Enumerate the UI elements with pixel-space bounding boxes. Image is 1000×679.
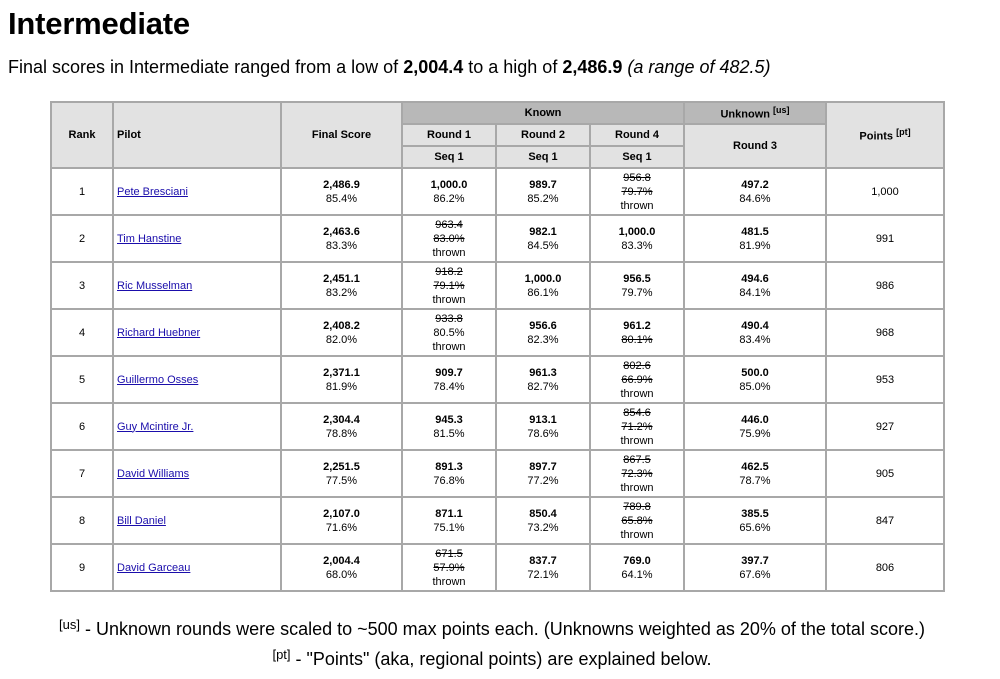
round-percent: 84.6% [739,192,771,205]
thrown-label: thrown [432,575,466,588]
final-score-value: 2,371.1 [323,366,360,379]
final-score-cell [281,168,402,215]
footnote-unknown [0,612,984,642]
final-score-percent: 82.0% [325,333,358,346]
round-score: 490.4 [741,319,769,332]
final-score-value: 2,408.2 [323,319,360,332]
final-score-cell [281,215,402,262]
round-cell-r3 [684,309,826,356]
round-percent: 67.6% [739,568,771,581]
points-cell: 1,000 [826,168,944,215]
round-percent: 81.5% [433,427,465,440]
pilot-cell [113,497,281,544]
round-percent: 84.5% [527,239,559,252]
rank-cell: 4 [51,309,113,356]
round-score: 500.0 [741,366,769,379]
round-cell-r1 [402,215,496,262]
round-percent: 86.1% [527,286,559,299]
thrown-label: thrown [620,387,654,400]
round-score: 918.2 [435,265,463,278]
footnote-points-mark: [pt] [272,647,291,662]
thrown-label: thrown [620,199,654,212]
round-percent: 86.2% [433,192,465,205]
summary-high-score: 2,486.9 [562,57,623,77]
round-cell-r4 [590,309,684,356]
final-score-cell [281,544,402,591]
round-score: 909.7 [435,366,463,379]
round-score: 397.7 [741,554,769,567]
header-rank: Rank [51,102,113,168]
round-percent: 75.9% [739,427,771,440]
header-unknown-label: Unknown [720,108,770,121]
thrown-label: thrown [432,340,466,353]
points-cell: 991 [826,215,944,262]
pilot-link[interactable]: Richard Huebner [117,326,201,339]
round-cell-r1 [402,168,496,215]
round-percent: 76.8% [433,474,465,487]
round-percent: 72.1% [527,568,559,581]
table-row [51,356,944,403]
rank-cell: 9 [51,544,113,591]
rank-cell: 7 [51,450,113,497]
pilot-cell [113,544,281,591]
round-score: 837.7 [529,554,557,567]
round-percent: 57.9% [433,561,465,574]
final-score-cell [281,403,402,450]
final-score-value: 2,004.4 [323,554,360,567]
header-points-label: Points [859,130,894,143]
round-score: 481.5 [741,225,769,238]
round-percent: 65.8% [621,514,653,527]
round-cell-r4 [590,497,684,544]
round-percent: 79.7% [621,286,653,299]
footnote-points [0,642,984,672]
round-cell-r2 [496,403,590,450]
header-round-2: Round 2 [496,124,590,146]
points-cell: 905 [826,450,944,497]
round-cell-r2 [496,215,590,262]
table-row [51,262,944,309]
final-score-percent: 77.5% [325,474,358,487]
score-range-summary [8,57,771,78]
footnote-unknown-text: - Unknown rounds were scaled to ~500 max points each. (Unknowns weighted as 20% of the total score.) [80,619,925,639]
round-cell-r2 [496,168,590,215]
round-score: 956.5 [623,272,651,285]
round-score: 671.5 [435,547,463,560]
rank-cell: 6 [51,403,113,450]
round-cell-r4 [590,356,684,403]
rank-cell: 1 [51,168,113,215]
round-score: 956.6 [529,319,557,332]
round-score: 854.6 [623,406,651,419]
header-final-score: Final Score [281,102,402,168]
pilot-cell [113,403,281,450]
footnote-unknown-mark: [us] [59,617,80,632]
round-score: 385.5 [741,507,769,520]
round-percent: 85.0% [739,380,771,393]
table-row [51,450,944,497]
pilot-link[interactable]: Guy Mcintire Jr. [117,420,194,433]
round-score: 989.7 [529,178,557,191]
header-known: Known [402,102,684,124]
thrown-label: thrown [620,481,654,494]
round-score: 789.8 [623,500,651,513]
final-score-cell [281,497,402,544]
final-score-value: 2,251.5 [323,460,360,473]
round-cell-r1 [402,544,496,591]
points-cell: 968 [826,309,944,356]
round-score: 1,000.0 [524,272,562,285]
round-percent: 84.1% [739,286,771,299]
round-percent: 71.2% [621,420,653,433]
final-score-percent: 83.2% [325,286,358,299]
pilot-link[interactable]: David Williams [117,467,190,480]
round-score: 891.3 [435,460,463,473]
round-percent: 83.3% [621,239,653,252]
results-table-body [51,168,944,591]
final-score-value: 2,463.6 [323,225,360,238]
header-unknown [684,102,826,124]
round-score: 871.1 [435,507,463,520]
round-percent: 78.6% [527,427,559,440]
final-score-cell [281,356,402,403]
page-title: Intermediate [8,6,190,41]
header-round-4-seq: Seq 1 [590,146,684,168]
round-cell-r4 [590,544,684,591]
round-cell-r4 [590,262,684,309]
pilot-cell [113,168,281,215]
final-score-percent: 83.3% [325,239,358,252]
round-cell-r3 [684,168,826,215]
round-percent: 73.2% [527,521,559,534]
round-cell-r1 [402,356,496,403]
table-row [51,168,944,215]
final-score-cell [281,262,402,309]
round-percent: 72.3% [621,467,653,480]
round-score: 963.4 [435,218,463,231]
round-percent: 83.4% [739,333,771,346]
round-cell-r3 [684,215,826,262]
round-percent: 64.1% [621,568,653,581]
footnote-points-text: - "Points" (aka, regional points) are explained below. [290,649,712,669]
pilot-link[interactable]: Ric Musselman [117,279,193,292]
rank-cell: 5 [51,356,113,403]
round-cell-r4 [590,168,684,215]
table-row [51,497,944,544]
rank-cell: 2 [51,215,113,262]
round-percent: 79.1% [433,279,465,292]
round-cell-r4 [590,450,684,497]
pilot-cell [113,356,281,403]
header-round-3: Round 3 [684,124,826,168]
round-cell-r1 [402,309,496,356]
pilot-cell [113,450,281,497]
round-cell-r2 [496,356,590,403]
header-round-1: Round 1 [402,124,496,146]
rank-cell: 8 [51,497,113,544]
results-table [50,101,945,592]
round-cell-r2 [496,497,590,544]
round-percent: 77.2% [527,474,559,487]
round-score: 462.5 [741,460,769,473]
round-percent: 83.0% [433,232,465,245]
thrown-label: thrown [432,293,466,306]
round-percent: 80.5% [433,326,465,339]
pilot-cell [113,215,281,262]
rank-cell: 3 [51,262,113,309]
round-percent: 78.7% [739,474,771,487]
round-percent: 79.7% [621,185,653,198]
round-score: 961.2 [623,319,651,332]
round-percent: 82.3% [527,333,559,346]
final-score-cell [281,450,402,497]
round-cell-r1 [402,403,496,450]
summary-prefix: Final scores in Intermediate ranged from a low of [8,57,404,77]
round-cell-r3 [684,262,826,309]
round-cell-r2 [496,450,590,497]
points-cell: 986 [826,262,944,309]
thrown-label: thrown [620,528,654,541]
round-score: 1,000.0 [618,225,656,238]
round-score: 982.1 [529,225,557,238]
pilot-link[interactable]: Tim Hanstine [117,232,182,245]
round-score: 933.8 [435,312,463,325]
final-score-cell [281,309,402,356]
final-score-percent: 78.8% [325,427,358,440]
round-score: 1,000.0 [430,178,468,191]
thrown-label: thrown [620,434,654,447]
round-score: 497.2 [741,178,769,191]
final-score-value: 2,304.4 [323,413,360,426]
round-score: 956.8 [623,171,651,184]
round-cell-r2 [496,544,590,591]
round-score: 802.6 [623,359,651,372]
points-cell: 953 [826,356,944,403]
round-percent: 82.7% [527,380,559,393]
points-cell: 806 [826,544,944,591]
pilot-link[interactable]: Pete Bresciani [117,185,188,198]
final-score-percent: 68.0% [325,568,358,581]
table-row [51,403,944,450]
round-cell-r1 [402,497,496,544]
round-score: 945.3 [435,413,463,426]
table-row [51,544,944,591]
summary-middle: to a high of [463,57,563,77]
round-cell-r4 [590,403,684,450]
round-score: 897.7 [529,460,557,473]
round-cell-r3 [684,450,826,497]
pilot-link[interactable]: David Garceau [117,561,191,574]
round-score: 850.4 [529,507,557,520]
round-cell-r3 [684,497,826,544]
round-score: 769.0 [623,554,651,567]
final-score-value: 2,486.9 [323,178,360,191]
round-cell-r2 [496,262,590,309]
round-cell-r3 [684,403,826,450]
final-score-value: 2,107.0 [323,507,360,520]
round-score: 446.0 [741,413,769,426]
header-unknown-footnote-link[interactable]: [us] [773,105,790,116]
final-score-percent: 71.6% [325,521,358,534]
round-cell-r4 [590,215,684,262]
table-row [51,215,944,262]
final-score-percent: 85.4% [325,192,358,205]
header-round-2-seq: Seq 1 [496,146,590,168]
points-cell: 847 [826,497,944,544]
pilot-link[interactable]: Guillermo Osses [117,373,199,386]
table-row [51,309,944,356]
round-percent: 85.2% [527,192,559,205]
points-cell: 927 [826,403,944,450]
pilot-cell [113,309,281,356]
final-score-percent: 81.9% [325,380,358,393]
header-points-footnote-link[interactable]: [pt] [896,127,911,138]
round-score: 913.1 [529,413,557,426]
pilot-link[interactable]: Bill Daniel [117,514,166,527]
thrown-label: thrown [432,246,466,259]
header-pilot: Pilot [113,102,281,168]
footnotes [0,612,984,672]
header-round-1-seq: Seq 1 [402,146,496,168]
round-percent: 80.1% [621,333,653,346]
round-cell-r1 [402,262,496,309]
round-cell-r1 [402,450,496,497]
final-score-value: 2,451.1 [323,272,360,285]
round-cell-r2 [496,309,590,356]
summary-low-score: 2,004.4 [403,57,464,77]
round-score: 494.6 [741,272,769,285]
round-percent: 78.4% [433,380,465,393]
header-points [826,102,944,168]
round-cell-r3 [684,544,826,591]
pilot-cell [113,262,281,309]
round-percent: 65.6% [739,521,771,534]
round-score: 867.5 [623,453,651,466]
round-percent: 66.9% [621,373,653,386]
round-cell-r3 [684,356,826,403]
round-percent: 81.9% [739,239,771,252]
round-score: 961.3 [529,366,557,379]
round-percent: 75.1% [433,521,465,534]
header-round-4: Round 4 [590,124,684,146]
summary-range: (a range of 482.5) [627,57,771,77]
